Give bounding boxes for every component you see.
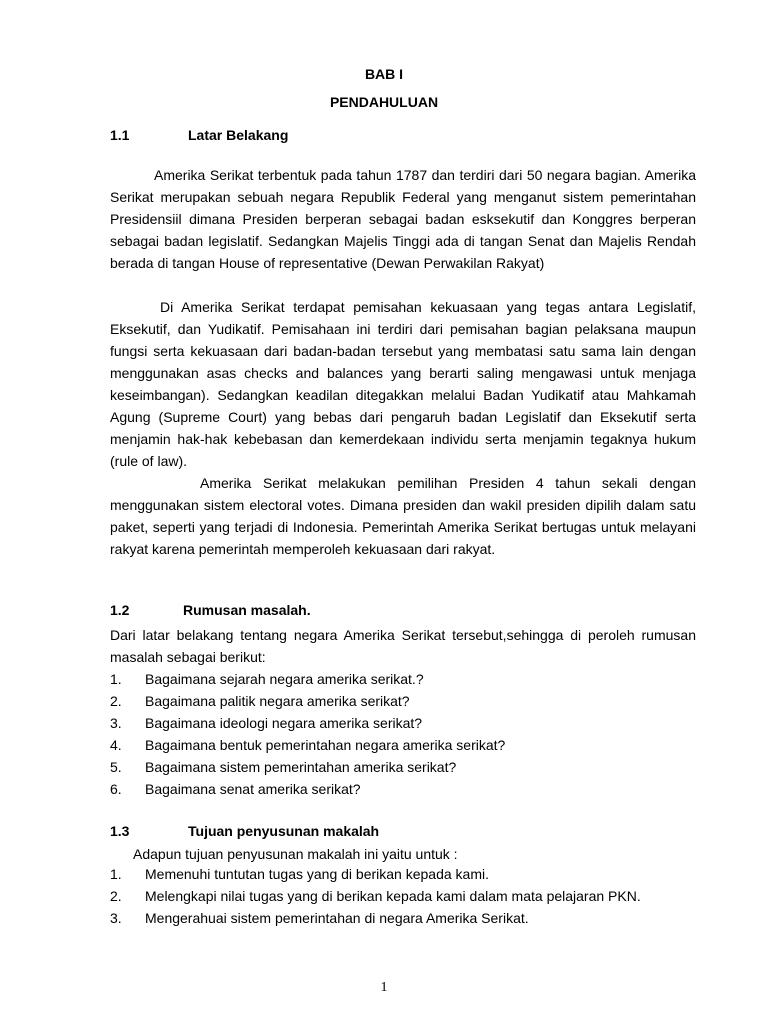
list-item-text: Bagaimana senat amerika serikat? bbox=[145, 781, 361, 797]
list-item bbox=[110, 907, 696, 929]
objective-list bbox=[110, 863, 696, 929]
section-2-number: 1.2 bbox=[110, 602, 130, 618]
list-item-text: Bagaimana palitik negara amerika serikat? bbox=[145, 693, 410, 709]
list-item-text: Bagaimana bentuk pemerintahan negara amerika serikat? bbox=[145, 737, 506, 753]
list-item-number: 4. bbox=[110, 737, 122, 753]
list-item-text: Mengerahuai sistem pemerintahan di negara Amerika Serikat. bbox=[145, 910, 529, 926]
list-item-number: 3. bbox=[110, 715, 122, 731]
section-3-number: 1.3 bbox=[110, 823, 130, 839]
list-item bbox=[110, 863, 696, 885]
section-3-intro: Adapun tujuan penyusunan makalah ini yaitu untuk : bbox=[133, 846, 458, 862]
list-item bbox=[110, 756, 696, 778]
list-item bbox=[110, 885, 696, 907]
section-1-heading: Latar Belakang bbox=[188, 127, 289, 143]
list-item-number: 2. bbox=[110, 693, 122, 709]
list-item-number: 5. bbox=[110, 759, 122, 775]
list-item-number: 2. bbox=[110, 888, 122, 904]
list-item-text: Bagaimana sejarah negara amerika serikat.? bbox=[145, 671, 424, 687]
paragraph-1: Amerika Serikat terbentuk pada tahun 1787 dan terdiri dari 50 negara bagian. Amerika Serikat merupakan sebuah negara Republik Federal yang menganut sistem pemerintahan Presidensiil dimana Presiden berperan sebagai badan esksekutif dan Konggres berperan sebagai badan legislatif. Sedangkan Majelis Tinggi ada di tangan Senat dan Majelis Rendah berada di tangan House of representative (Dewan Perwakilan Rakyat) bbox=[110, 167, 696, 271]
list-item-text: Melengkapi nilai tugas yang di berikan kepada kami dalam mata pelajaran PKN. bbox=[145, 888, 641, 904]
chapter-title: PENDAHULUAN bbox=[329, 94, 439, 110]
list-item-text: Bagaimana ideologi negara amerika serikat? bbox=[145, 715, 423, 731]
list-item bbox=[110, 668, 696, 690]
list-item-text: Bagaimana sistem pemerintahan amerika serikat? bbox=[145, 759, 457, 775]
list-item bbox=[110, 778, 696, 800]
list-item-number: 6. bbox=[110, 781, 122, 797]
section-3-heading: Tujuan penyusunan makalah bbox=[188, 823, 380, 839]
list-item bbox=[110, 712, 696, 734]
list-item-text: Memenuhi tuntutan tugas yang di berikan kepada kami. bbox=[145, 866, 489, 882]
section-2-intro: Dari latar belakang tentang negara Amerika Serikat tersebut,sehingga di peroleh rumusan masalah sebagai berikut: bbox=[110, 627, 696, 665]
page-number: 1 bbox=[380, 980, 388, 995]
section-1-number: 1.1 bbox=[110, 127, 130, 143]
list-item bbox=[110, 690, 696, 712]
list-item-number: 1. bbox=[110, 866, 122, 882]
problem-list bbox=[110, 668, 696, 800]
paragraph-3: Amerika Serikat melakukan pemilihan Presiden 4 tahun sekali dengan menggunakan sistem electoral votes. Dimana presiden dan wakil presiden dipilih dalam satu paket, seperti yang terjadi di Indonesia. Pemerintah Amerika Serikat bertugas untuk melayani rakyat karena pemerintah memperoleh kekuasaan dari rakyat. bbox=[110, 475, 696, 557]
section-2-heading: Rumusan masalah. bbox=[183, 602, 311, 618]
paragraph-2: Di Amerika Serikat terdapat pemisahan kekuasaan yang tegas antara Legislatif, Eksekutif, dan Yudikatif. Pemisahaan ini terdiri dari pemisahan bagian pelaksana maupun fungsi serta kekuasaan dari badan-badan tersebut yang membatasi satu sama lain dengan menggunakan asas checks and balances yang berarti saling mengawasi untuk menjaga keseimbangan). Sedangkan keadilan ditegakkan melalui Badan Yudikatif atau Mahkamah Agung (Supreme Court) yang bebas dari pengaruh badan Legislatif dan Eksekutif serta menjamin hak-hak kebebasan dan kemerdekaan individu serta menjamin tegaknya hukum (rule of law). bbox=[110, 299, 696, 469]
list-item-number: 1. bbox=[110, 671, 122, 687]
list-item-number: 3. bbox=[110, 910, 122, 926]
chapter-label: BAB I bbox=[364, 66, 404, 82]
list-item bbox=[110, 734, 696, 756]
